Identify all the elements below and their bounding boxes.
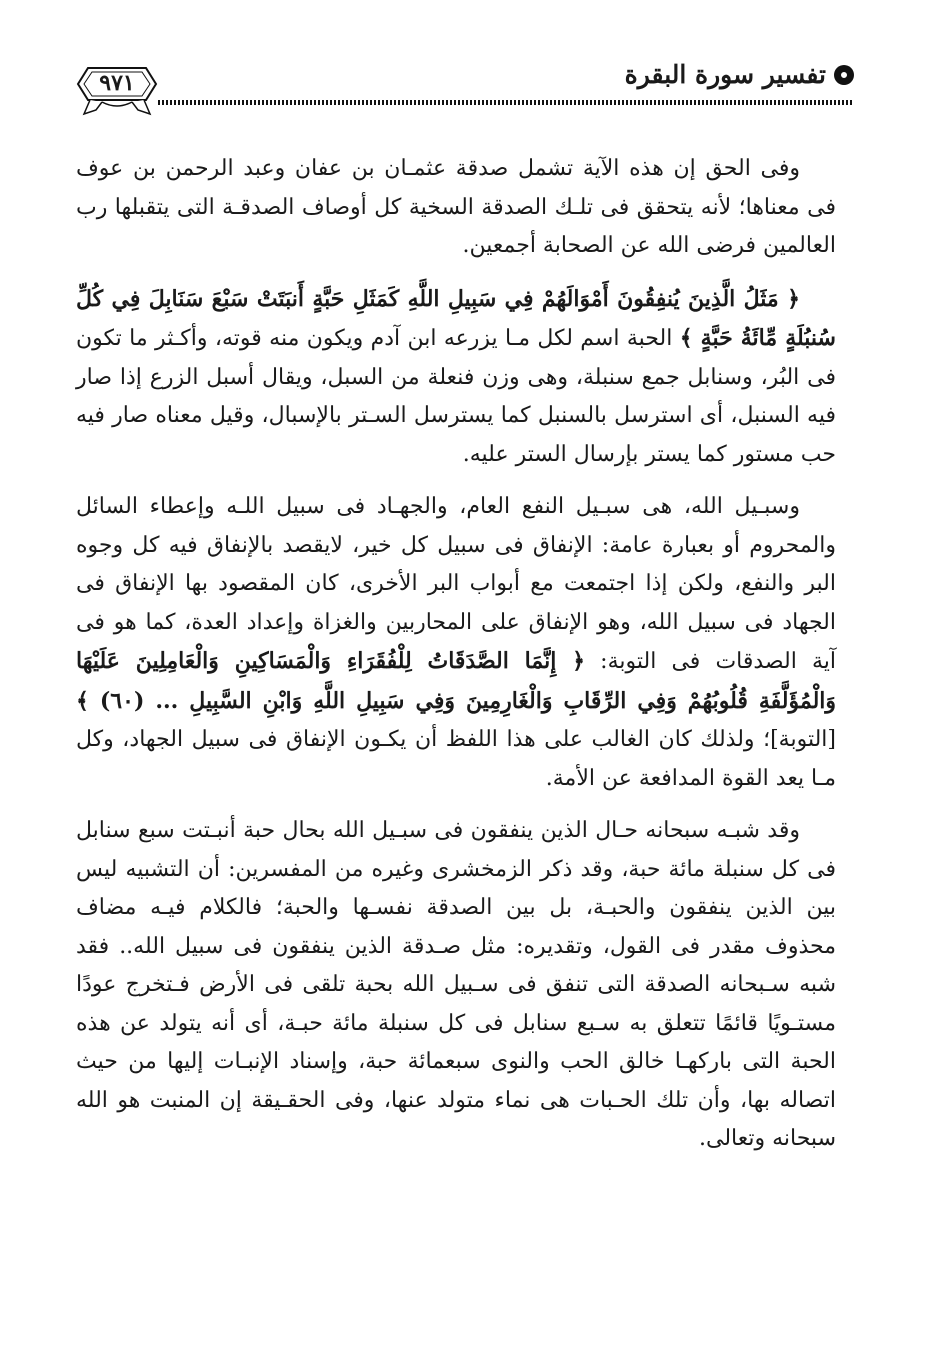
quran-verse: ﴿ مَثَلُ الَّذِينَ يُنفِقُونَ أَمْوَالَهُمْ فِي سَبِيلِ اللَّهِ كَمَثَلِ حَبَّةٍ أَنبَتَتْ سَبْعَ سَنَابِلَ فِي كُلِّ سُنبُلَةٍ مِّائَةُ حَبَّةٍ ﴾ <box>76 285 836 351</box>
paragraph-2 <box>76 280 836 475</box>
header-rule <box>158 100 854 105</box>
paragraph-text: [التوبة]؛ ولذلك كان الغالب على هذا اللفظ أن يكـون الإنفاق فى سبيل الجهاد، وكل مـا يعد القوة المدافعة عن الأمة. <box>76 727 836 791</box>
page-number-badge <box>76 64 158 118</box>
paragraph-text: وسبـيل الله، هى سبـيل النفع العام، والجهـاد فى سبيل اللـه وإعطاء السائل والمحروم أو بعبارة عامة: الإنفاق فى سبيل كل خير، لايقصد بالإنفاق فيه كل وجوه البر والنفع، ولكن إذا اجتمعت مع أبواب البر الأخرى، كان المقصود بها الإنفاق فى الجهاد فى سبيل الله، وهو الإنفاق على المحاربين والغزاة وإعداد العدة، كما هو فى آية الصدقات فى التوبة: <box>76 494 836 674</box>
running-head-title: تفسير سورة البقرة <box>624 60 826 89</box>
paragraph-1 <box>76 150 836 266</box>
paragraph-text: وفى الحق إن هذه الآية تشمل صدقة عثمـان بن عفان وعبد الرحمن بن عوف فى معناها؛ لأنه يتحقق فى تلـك الصدقة السخية كل أوصاف الصدقـة التى يتقبلها رب العالمين فرضى الله عن الصحابة أجمعين. <box>76 156 836 258</box>
paragraph-3 <box>76 488 836 798</box>
running-head <box>625 60 854 89</box>
paragraph-4 <box>76 812 836 1159</box>
paragraph-text: الحبة اسم لكل مـا يزرعه ابن آدم ويكون منه قوته، وأكـثر ما تكون فى البُر، وسنابل جمع سنبلة، وهى وزن فنعلة من السبل، ويقال أسبل الزرع إذا صار فيه السنبل، أى استرسل بالسنبل كما يسترسل السـتر بالإسبال، وقيل معناه صار فيه حب مستور كما يستر بإرسال الستر عليه. <box>76 326 836 467</box>
page-header <box>76 52 854 122</box>
page-body <box>76 150 836 1173</box>
page-number: ٩٧١ <box>99 70 135 96</box>
header-ornament-icon <box>834 65 854 85</box>
quran-verse: ﴿ إِنَّمَا الصَّدَقَاتُ لِلْفُقَرَاءِ وَالْمَسَاكِينِ وَالْعَامِلِينَ عَلَيْهَا وَالْمُؤَلَّفَةِ قُلُوبُهُمْ وَفِي الرِّقَابِ وَالْغَارِمِينَ وَفِي سَبِيلِ اللَّهِ وَابْنِ السَّبِيلِ ... (٦٠) ﴾ <box>76 648 837 714</box>
paragraph-text: وقد شبـه سبحانه حـال الذين ينفقون فى سبـيل الله بحال حبة أنبـتت سبع سنابل فى كل سنبلة مائة حبة، وقد ذكر الزمخشرى وغيره من المفسرين: أن التشبيه ليس بين الذين ينفقون والحبـة، بل بين الصدقة نفسـها والحبة؛ فالكلام فيـه مضاف محذوف مقدر فى القول، وتقديره: مثل صـدقة الذين ينفقون فى سبيل الله.. فقد شبه سـبحانه الصدقة التى تنفق فى سـبيل الله بحبة تلقى فى الأرض فـتخرج عودًا مستـويًا قائمًا تتعلق به سـبع سنابل فى كل سنبلة مائة حبـة، أى أنه يتولد عن هذه الحبة التى باركهـا خالق الحب والنوى سبعمائة حبة، وإسناد الإنبـات إليها من حيث اتصاله بها، وأن تلك الحـبات هى نماء متولد عنها، وفى الحقـيقة إن المنبت هو الله سبحانه وتعالى. <box>76 818 836 1151</box>
